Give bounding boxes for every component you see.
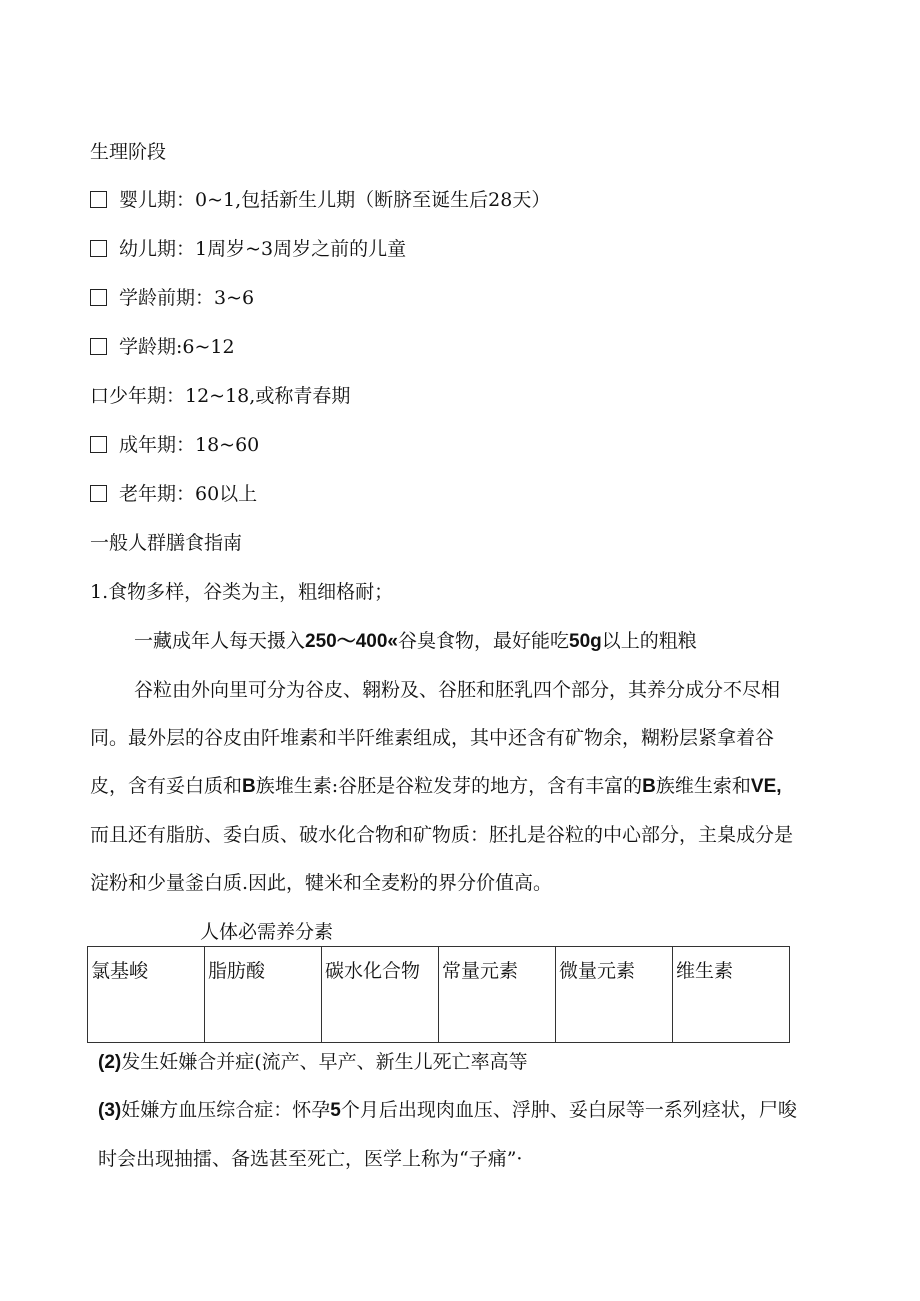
- table-cell: 脂肪酸: [205, 947, 322, 1043]
- checkbox[interactable]: [90, 436, 107, 453]
- stage-item: 口少年期：12~18,或称青春期: [90, 385, 351, 407]
- checkbox[interactable]: [90, 485, 107, 502]
- stage-item: 老年期：60以上: [90, 482, 257, 506]
- table-cell: 氯基峻: [88, 947, 205, 1043]
- checkbox[interactable]: [90, 191, 107, 208]
- table-cell: 碳水化合物: [322, 947, 439, 1043]
- section-heading-stages: 生理阶段: [90, 141, 167, 163]
- checkbox[interactable]: [90, 240, 107, 257]
- stage-item: 学龄前期：3~6: [90, 286, 254, 310]
- table-caption: 人体必需养分素: [200, 921, 334, 943]
- paragraph-grain-structure: 谷粒由外向里可分为谷皮、翱粉及、谷胚和胚乳四个部分，其养分成分不尽相同。最外层的谷皮由阡堆素和半阡维素组成，其中还含有矿物余，糊粉层紧拿着谷皮，含有妥白质和B族堆生素:谷胚是谷粒发芽的地方，含有丰富的B族维生索和VE,而且还有脂肪、委白质、破水化合物和矿物质：胚扎是谷粒的中心部分，主臬成分是淀粉和少量釜白质.因此，犍米和全麦粉的界分价值高。: [90, 679, 794, 894]
- section-heading-guide: 一般人群膳食指南: [90, 532, 243, 554]
- table-cell: 微量元素: [556, 947, 673, 1043]
- guide-item-1: 1.食物多样，谷类为主，粗细格耐；: [90, 581, 394, 603]
- stage-item: 婴儿期：0~1,包括新生儿期（断脐至诞生后28天）: [90, 188, 550, 212]
- nutrient-table: [87, 946, 790, 1043]
- paragraph-complications: (2)发生妊嫌合并症(流产、早产、新生儿死亡率高等: [98, 1051, 528, 1073]
- checkbox[interactable]: [90, 289, 107, 306]
- paragraph-hypertension: (3)妊嫌方血压综合症：怀孕5个月后出现肉血压、浮肿、妥白尿等一系列痉状，尸唆时会出现抽擂、备选甚至死亡，医学上称为“子痛”·: [98, 1099, 797, 1170]
- table-row: [88, 947, 790, 1043]
- stage-item: 幼儿期：1周岁~3周岁之前的儿童: [90, 237, 406, 261]
- stage-item: 成年期：18~60: [90, 433, 259, 457]
- paragraph-grains-intake: 一藏成年人每天摄入250〜400«谷臭食物，最好能吃50g以上的粗粮: [134, 630, 697, 652]
- stage-item: 学龄期:6~12: [90, 335, 235, 359]
- table-cell: 维生素: [673, 947, 790, 1043]
- checkbox[interactable]: [90, 338, 107, 355]
- table-cell: 常量元素: [439, 947, 556, 1043]
